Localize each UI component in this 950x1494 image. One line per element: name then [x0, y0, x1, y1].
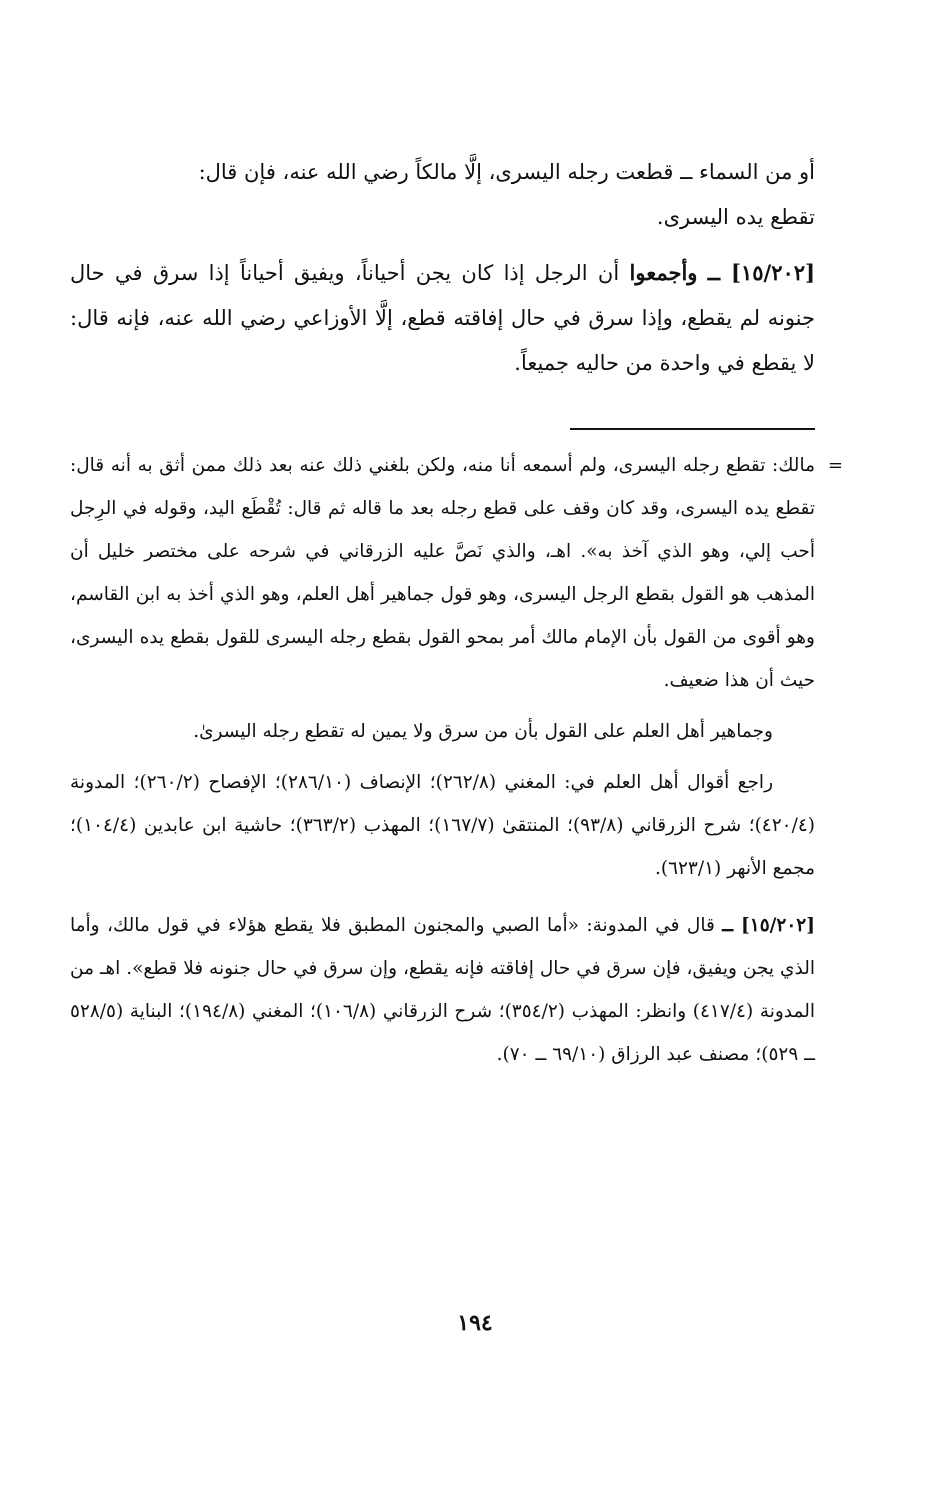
footnote-issue	[70, 904, 815, 1076]
footnote-majority-view	[70, 710, 815, 753]
main-line-2: تقطع يده اليسرى.	[656, 205, 815, 229]
footnote-text-3: راجع أقوال أهل العلم في: المغني (٢٦٢/٨)؛ الإنصاف (٢٨٦/١٠)؛ الإفصاح (٢٦٠/٢)؛ المدونة (٤٢٠/٤)؛ شرح الزرقاني (٩٣/٨)؛ المنتقىٰ (١٦٧/٧)؛ المهذب (٣٦٣/٢)؛ حاشية ابن عابدين (١٠٤/٤)؛ مجمع الأنهر (٦٢٣/١).	[70, 772, 815, 879]
footnote-separator	[570, 428, 815, 430]
footnote-text-4: قال في المدونة: «أما الصبي والمجنون المطبق فلا يقطع هؤلاء في قول مالك، وأما الذي يجن ويفيق، فإن سرق في حال إفاقته فإنه يقطع، وإن سرق في حال جنونه فلا قطع». اهـ من المدونة (٤١٧/٤) وانظر: المهذب (٣٥٤/٢)؛ شرح الزرقاني (١٠٦/٨)؛ المغني (١٩٤/٨)؛ البناية (٥٢٨/٥ ــ ٥٢٩)؛ مصنف عبد الرزاق (٦٩/١٠ ــ ٧٠).	[70, 915, 815, 1065]
continuation-mark: =	[827, 455, 843, 476]
footnote-continued	[70, 444, 843, 702]
main-paragraph-issue	[70, 250, 815, 386]
issue-keyword: وأجمعوا	[629, 260, 698, 285]
footnote-text-1: مالك: تقطع رجله اليسرى، ولم أسمعه أنا منه، ولكن بلغني ذلك عنه بعد ذلك ممن أثق به أنه قال: تقطع يده اليسرى، وقد كان وقف على قطع رجله بعد ما قاله ثم قال: تُقْطَع اليد، وقوله في الرِجل أحب إلي، وهو الذي آخذ به». اهـ، والذي نَصَّ عليه الزرقاني في شرحه على مختصر خليل أن المذهب هو القول بقطع الرجل اليسرى، وهو قول جماهير أهل العلم، وهو الذي أخذ به ابن القاسم، وهو أقوى من القول بأن الإمام مالك أمر بمحو القول بقطع رجله اليسرى للقول بقطع يده اليسرى، حيث أن هذا ضعيف.	[70, 455, 815, 691]
footnote-issue-reference: [١٥/٢٠٢] ــ	[722, 915, 815, 936]
footnote-references	[70, 761, 815, 890]
issue-reference: [١٥/٢٠٢] ــ	[707, 260, 815, 285]
main-paragraph-continued	[70, 150, 815, 240]
page-body	[70, 150, 843, 1084]
page-number: ١٩٤	[457, 1310, 493, 1336]
footnote-text-2: وجماهير أهل العلم على القول بأن من سرق ولا يمين له تقطع رجله اليسرىٰ.	[193, 721, 773, 742]
main-line-1: أو من السماء ــ قطعت رجله اليسرى، إلَّا مالكاً رضي الله عنه، فإن قال:	[198, 160, 815, 184]
issue-text: أن الرجل إذا كان يجن أحياناً، ويفيق أحياناً إذا سرق في حال جنونه لم يقطع، وإذا سرق في حال إفاقته قطع، إلَّا الأوزاعي رضي الله عنه، فإنه قال: لا يقطع في واحدة من حاليه جميعاً.	[70, 261, 815, 375]
